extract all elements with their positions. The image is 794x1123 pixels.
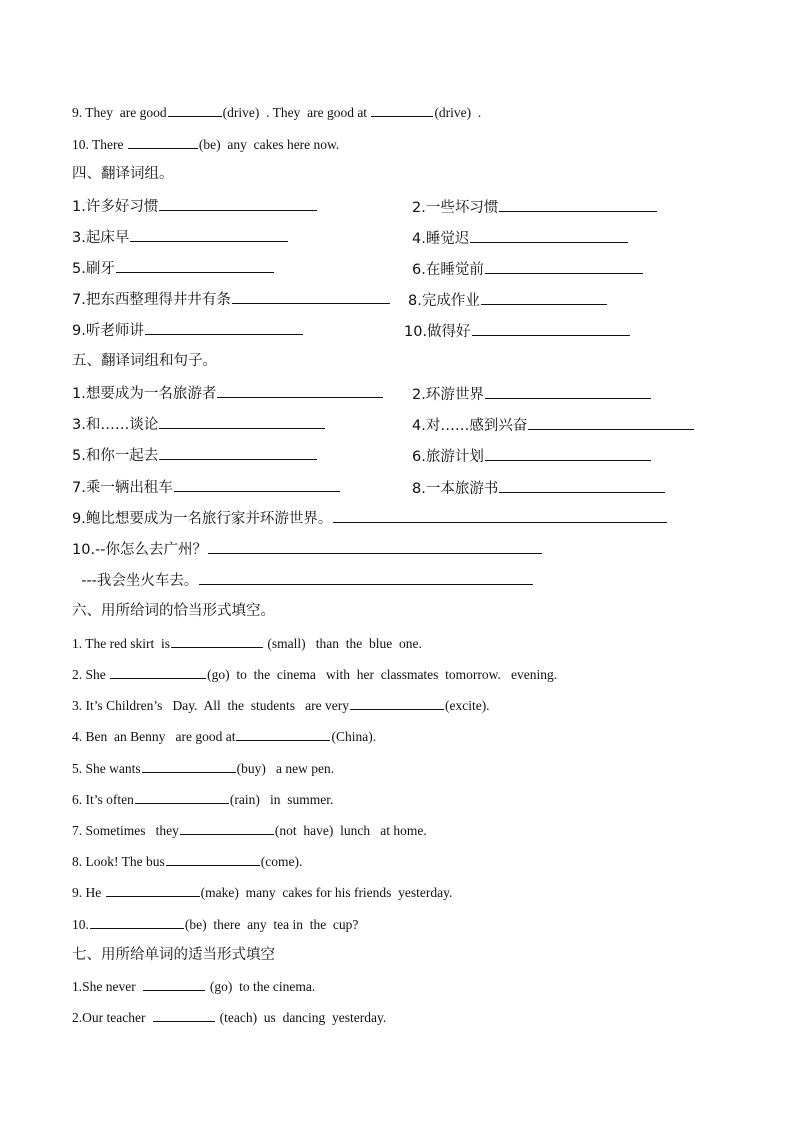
- answer-blank[interactable]: [499, 478, 665, 493]
- answer-blank[interactable]: [470, 228, 628, 243]
- s4-row-4: 7.把东西整理得井井有条: [72, 289, 391, 310]
- s6-item-8: 8. Look! The bus (come).: [72, 851, 302, 872]
- question-10: 10. There (be) any cakes here now.: [72, 134, 339, 155]
- s5-question-9: 9.鲍比想要成为一名旅行家并环游世界。: [72, 508, 668, 529]
- answer-blank[interactable]: [217, 383, 383, 398]
- s7-item-1: 1.She never (go) to the cinema.: [72, 976, 315, 997]
- answer-blank[interactable]: [166, 851, 260, 866]
- answer-blank[interactable]: [145, 320, 303, 335]
- s4-row-1: 1.许多好习惯: [72, 196, 318, 217]
- answer-blank[interactable]: [485, 384, 651, 399]
- answer-blank[interactable]: [350, 695, 444, 710]
- s4-row-3: 5.刷牙: [72, 258, 275, 279]
- answer-blank[interactable]: [485, 259, 643, 274]
- s5-row-3: 5.和你一起去: [72, 445, 318, 466]
- answer-blank[interactable]: [180, 820, 274, 835]
- s7-item-2: 2.Our teacher (teach) us dancing yesterday.: [72, 1007, 386, 1028]
- answer-blank[interactable]: [481, 290, 607, 305]
- s5-row-2: 3.和……谈论: [72, 414, 326, 435]
- answer-blank[interactable]: [174, 477, 340, 492]
- s4-row-5-right: 10.做得好: [404, 320, 631, 341]
- answer-blank[interactable]: [110, 664, 206, 679]
- s5-question-10b: ---我会坐火车去。: [72, 570, 534, 591]
- answer-blank[interactable]: [135, 789, 229, 804]
- answer-blank[interactable]: [130, 227, 288, 242]
- answer-blank[interactable]: [106, 882, 200, 897]
- s5-row-1: 1.想要成为一名旅游者: [72, 383, 384, 404]
- s6-item-5: 5. She wants (buy) a new pen.: [72, 758, 334, 779]
- answer-blank[interactable]: [90, 914, 184, 929]
- answer-blank[interactable]: [208, 539, 542, 554]
- answer-blank[interactable]: [116, 258, 274, 273]
- s6-item-6: 6. It’s often (rain) in summer.: [72, 789, 333, 810]
- section-7-title: 七、用所给单词的适当形式填空: [72, 947, 275, 963]
- answer-blank[interactable]: [159, 196, 317, 211]
- section-5-title: 五、翻译词组和句子。: [72, 353, 217, 369]
- answer-blank[interactable]: [371, 102, 433, 117]
- s5-row-2-right: 4.对……感到兴奋: [412, 414, 695, 435]
- answer-blank[interactable]: [128, 134, 198, 149]
- answer-blank[interactable]: [472, 321, 630, 336]
- s6-item-2: 2. She (go) to the cinema with her classmates tomorrow. evening.: [72, 664, 557, 685]
- answer-blank[interactable]: [232, 289, 390, 304]
- s4-row-2-right: 4.睡觉迟: [412, 227, 629, 248]
- s4-row-4-right: 8.完成作业: [408, 289, 608, 310]
- s6-item-10: 10. (be) there any tea in the cup?: [72, 914, 358, 935]
- question-9: 9. They are good (drive) . They are good at (drive) .: [72, 102, 481, 123]
- s5-row-3-right: 6.旅游计划: [412, 445, 652, 466]
- s4-row-3-right: 6.在睡觉前: [412, 258, 644, 279]
- section-6-title: 六、用所给词的恰当形式填空。: [72, 603, 275, 619]
- answer-blank[interactable]: [159, 414, 325, 429]
- s6-item-4: 4. Ben an Benny are good at (China).: [72, 726, 376, 747]
- s4-row-1-right: 2.一些坏习惯: [412, 196, 658, 217]
- s6-item-9: 9. He (make) many cakes for his friends yesterday.: [72, 882, 452, 903]
- section-4-title: 四、翻译词组。: [72, 166, 174, 182]
- s5-row-4: 7.乘一辆出租车: [72, 477, 341, 498]
- answer-blank[interactable]: [143, 976, 205, 991]
- answer-blank[interactable]: [499, 197, 657, 212]
- s5-row-4-right: 8.一本旅游书: [412, 477, 666, 498]
- answer-blank[interactable]: [142, 758, 236, 773]
- answer-blank[interactable]: [159, 445, 317, 460]
- answer-blank[interactable]: [153, 1007, 215, 1022]
- answer-blank[interactable]: [528, 415, 694, 430]
- s6-item-1: 1. The red skirt is (small) than the blue one.: [72, 633, 422, 654]
- s5-row-1-right: 2.环游世界: [412, 383, 652, 404]
- answer-blank[interactable]: [171, 633, 263, 648]
- s4-row-5: 9.听老师讲: [72, 320, 304, 341]
- answer-blank[interactable]: [333, 508, 667, 523]
- s6-item-3: 3. It’s Children’s Day. All the students are very (excite).: [72, 695, 490, 716]
- s4-row-2: 3.起床早: [72, 227, 289, 248]
- answer-blank[interactable]: [199, 570, 533, 585]
- s6-item-7: 7. Sometimes they (not have) lunch at home.: [72, 820, 427, 841]
- answer-blank[interactable]: [485, 446, 651, 461]
- answer-blank[interactable]: [236, 726, 330, 741]
- s5-question-10a: 10.--你怎么去广州？: [72, 539, 543, 560]
- answer-blank[interactable]: [168, 102, 222, 117]
